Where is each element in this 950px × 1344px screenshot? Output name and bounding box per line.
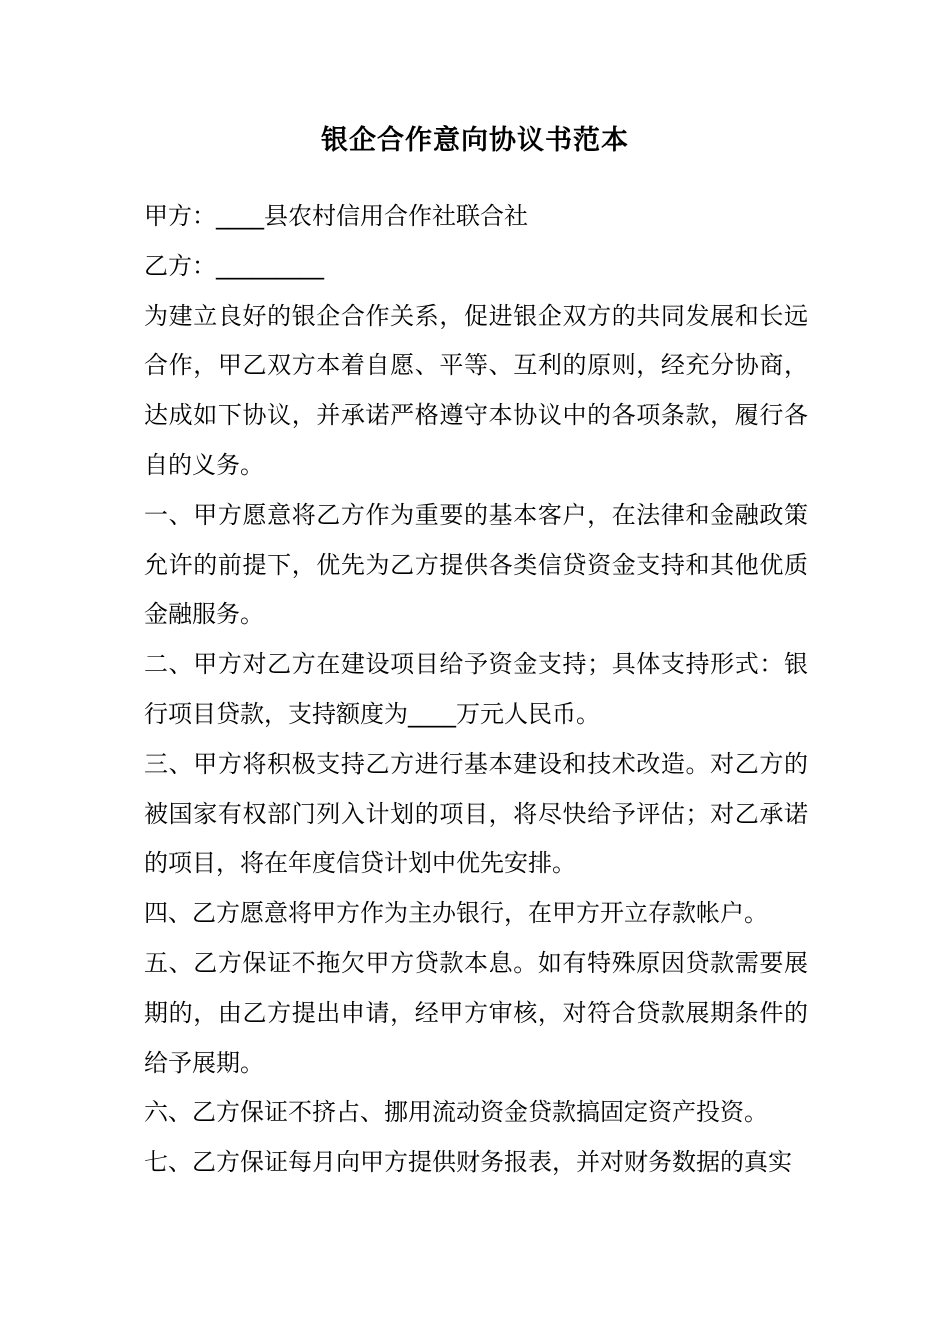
- party-b-line: 乙方：_________: [144, 251, 324, 280]
- clause-3: 三、甲方将积极支持乙方进行基本建设和技术改造。对乙方的被国家有权部门列入计划的项目，将尽快给予评估；对乙承诺的项目，将在年度信贷计划中优先安排。: [144, 749, 808, 878]
- clause-1: 一、甲方愿意将乙方作为重要的基本客户，在法律和金融政策允许的前提下，优先为乙方提供各类信贷资金支持和其他优质金融服务。: [144, 500, 808, 629]
- clause-6: 六、乙方保证不挤占、挪用流动资金贷款搞固定资产投资。: [144, 1098, 768, 1127]
- preamble-paragraph: 为建立良好的银企合作关系，促进银企双方的共同发展和长远合作，甲乙双方本着自愿、平等、互利的原则，经充分协商，达成如下协议，并承诺严格遵守本协议中的各项条款，履行各自的义务。: [144, 301, 808, 479]
- clause-4: 四、乙方愿意将甲方作为主办银行，在甲方开立存款帐户。: [144, 899, 768, 928]
- party-a-line: 甲方：____县农村信用合作社联合社: [144, 202, 528, 230]
- document-title: 银企合作意向协议书范本: [321, 125, 629, 156]
- clause-5: 五、乙方保证不拖欠甲方贷款本息。如有特殊原因贷款需要展期的，由乙方提出申请，经甲方审核，对符合贷款展期条件的给予展期。: [144, 948, 808, 1077]
- document-body: [144, 192, 808, 1188]
- clause-7: 七、乙方保证每月向甲方提供财务报表，并对财务数据的真实: [144, 1148, 792, 1177]
- clause-2: 二、甲方对乙方在建设项目给予资金支持；具体支持形式：银行项目贷款，支持额度为____万元人民币。: [144, 650, 808, 728]
